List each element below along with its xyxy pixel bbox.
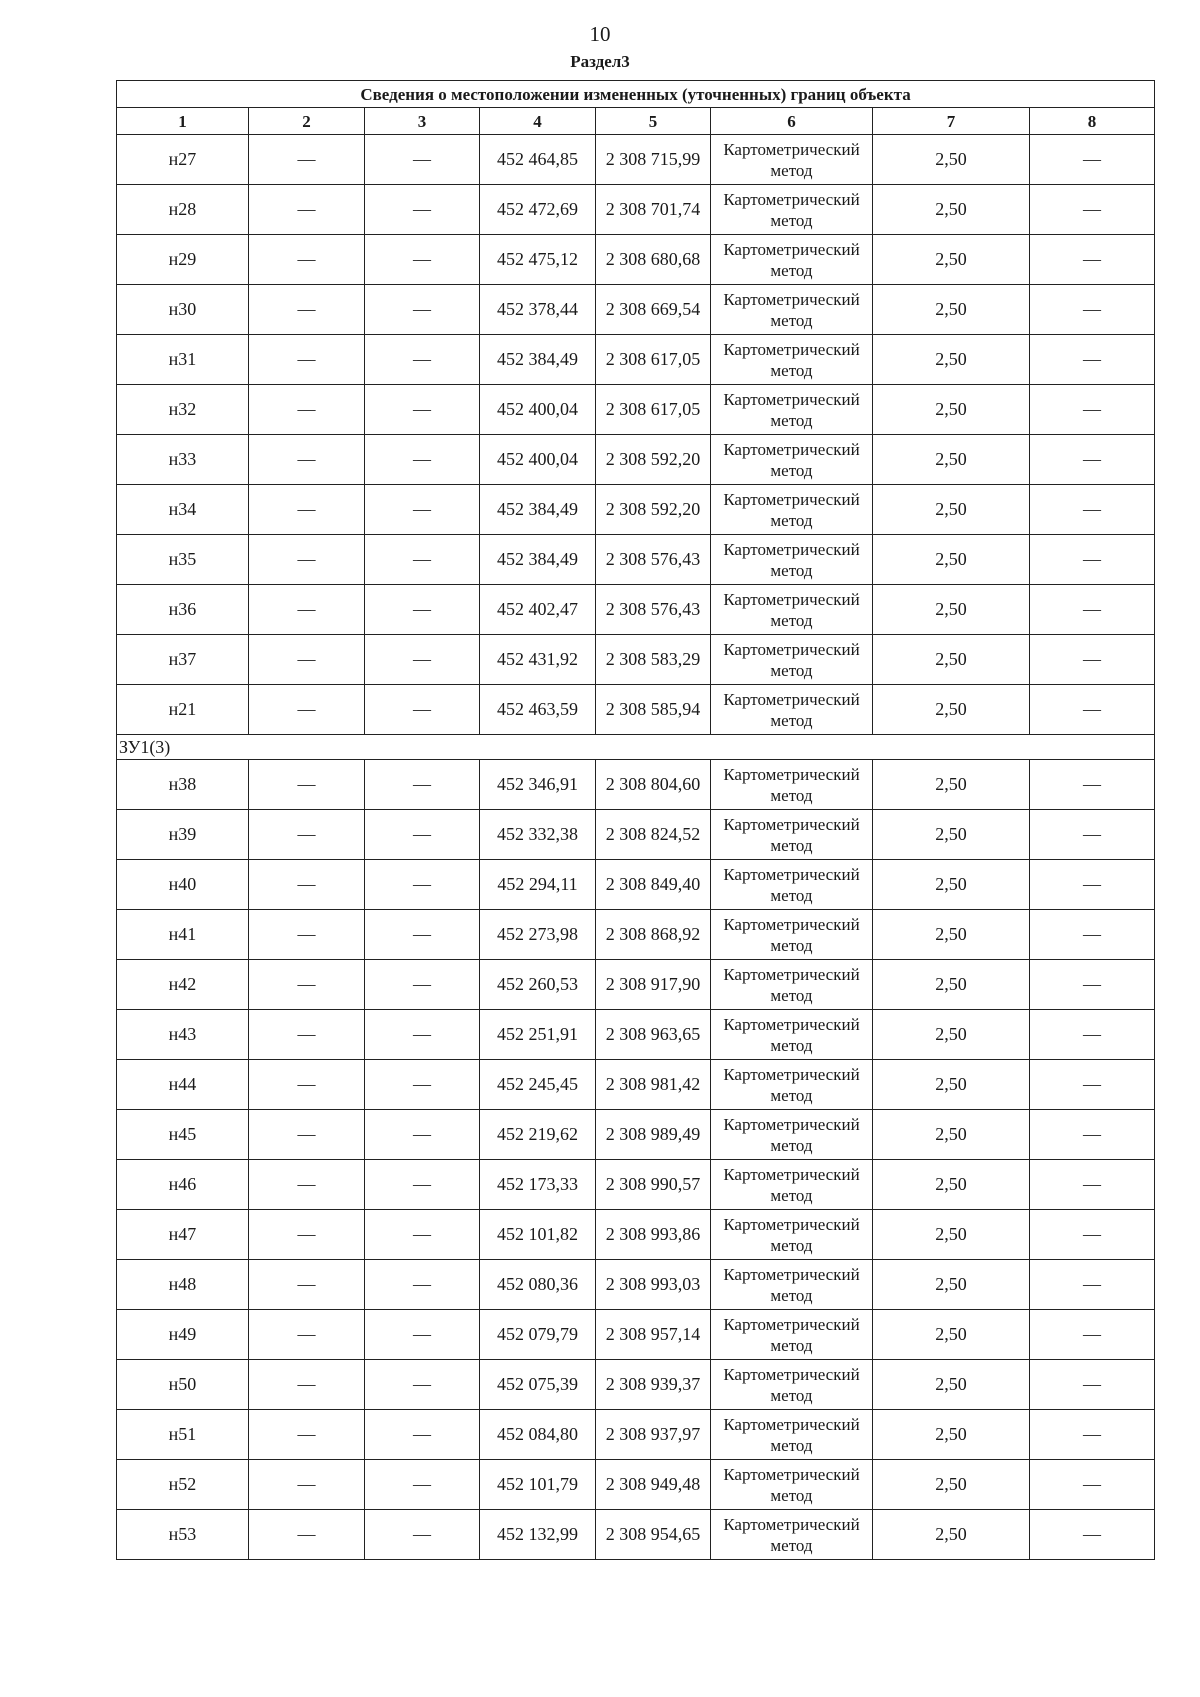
table-cell: Картометрический метод [711, 1160, 873, 1210]
table-row [117, 485, 1155, 535]
table-cell: 2,50 [873, 1310, 1030, 1360]
table-cell: Картометрический метод [711, 385, 873, 435]
table-row [117, 1310, 1155, 1360]
table-cell: — [1030, 1260, 1155, 1310]
table-cell: — [365, 335, 480, 385]
table-cell: — [1030, 1460, 1155, 1510]
table-cell: 2 308 617,05 [596, 385, 711, 435]
table-cell: — [1030, 385, 1155, 435]
table-cell: 2,50 [873, 1160, 1030, 1210]
table-cell: — [1030, 1360, 1155, 1410]
table-cell: 2 308 949,48 [596, 1460, 711, 1510]
table-cell: — [249, 635, 365, 685]
table-cell: 2 308 576,43 [596, 535, 711, 585]
table-cell: Картометрический метод [711, 335, 873, 385]
table-cell: 452 079,79 [480, 1310, 596, 1360]
table-row [117, 910, 1155, 960]
table-cell: — [1030, 235, 1155, 285]
table-cell: н42 [117, 960, 249, 1010]
table-cell: — [249, 1510, 365, 1560]
table-cell: — [249, 860, 365, 910]
table-cell: — [1030, 185, 1155, 235]
table-cell: 2 308 701,74 [596, 185, 711, 235]
table-cell: — [1030, 1310, 1155, 1360]
table-cell: — [249, 1360, 365, 1410]
table-cell: 2 308 617,05 [596, 335, 711, 385]
table-cell: 452 431,92 [480, 635, 596, 685]
table-cell: — [1030, 1410, 1155, 1460]
table-cell: 2,50 [873, 585, 1030, 635]
table-cell: Картометрический метод [711, 960, 873, 1010]
table-row [117, 635, 1155, 685]
table-cell: — [1030, 1160, 1155, 1210]
table-cell: — [365, 1060, 480, 1110]
table-cell: н33 [117, 435, 249, 485]
table-cell: — [365, 485, 480, 535]
table-cell: 2,50 [873, 1510, 1030, 1560]
table-cell: 452 384,49 [480, 485, 596, 535]
table-cell: 2,50 [873, 910, 1030, 960]
column-number: 1 [117, 108, 249, 135]
table-cell: — [249, 760, 365, 810]
table-cell: Картометрический метод [711, 1410, 873, 1460]
table-cell: — [365, 1510, 480, 1560]
table-cell: — [249, 1110, 365, 1160]
table-cell: 452 132,99 [480, 1510, 596, 1560]
column-number: 8 [1030, 108, 1155, 135]
table-cell: — [249, 135, 365, 185]
table-cell: н21 [117, 685, 249, 735]
table-cell: Картометрический метод [711, 435, 873, 485]
table-cell: — [365, 385, 480, 435]
table-cell: Картометрический метод [711, 1210, 873, 1260]
table-cell: — [1030, 285, 1155, 335]
table-cell: 2,50 [873, 335, 1030, 385]
table-row [117, 1110, 1155, 1160]
table-cell: — [365, 1310, 480, 1360]
column-number: 6 [711, 108, 873, 135]
table-cell: н30 [117, 285, 249, 335]
table-cell: Картометрический метод [711, 535, 873, 585]
table-cell: 452 084,80 [480, 1410, 596, 1460]
table-cell: 2,50 [873, 860, 1030, 910]
table-cell: н43 [117, 1010, 249, 1060]
table-cell: — [365, 535, 480, 585]
table-cell: — [365, 860, 480, 910]
table-cell: 452 173,33 [480, 1160, 596, 1210]
table-cell: н36 [117, 585, 249, 635]
table-cell: 2 308 868,92 [596, 910, 711, 960]
column-number: 5 [596, 108, 711, 135]
table-cell: 452 402,47 [480, 585, 596, 635]
table-cell: 452 384,49 [480, 535, 596, 585]
table-cell: 452 294,11 [480, 860, 596, 910]
table-row [117, 685, 1155, 735]
table-cell: н38 [117, 760, 249, 810]
table-cell: — [1030, 1110, 1155, 1160]
table-cell: — [1030, 685, 1155, 735]
table-body [117, 135, 1155, 1560]
table-cell: Картометрический метод [711, 1360, 873, 1410]
table-row [117, 1510, 1155, 1560]
table-cell: 2,50 [873, 485, 1030, 535]
table-cell: — [249, 685, 365, 735]
column-number: 7 [873, 108, 1030, 135]
table-row [117, 435, 1155, 485]
table-cell: Картометрический метод [711, 1110, 873, 1160]
table-cell: Картометрический метод [711, 910, 873, 960]
table-cell: 2 308 585,94 [596, 685, 711, 735]
table-cell: н50 [117, 1360, 249, 1410]
table-row [117, 760, 1155, 810]
table-cell: 2 308 669,54 [596, 285, 711, 335]
table-cell: 2 308 715,99 [596, 135, 711, 185]
table-cell: — [249, 1160, 365, 1210]
table-cell: н51 [117, 1410, 249, 1460]
table-cell: 452 475,12 [480, 235, 596, 285]
table-cell: н48 [117, 1260, 249, 1310]
table-cell: — [1030, 1010, 1155, 1060]
table-row [117, 535, 1155, 585]
table-cell: 452 332,38 [480, 810, 596, 860]
table-cell: 2,50 [873, 635, 1030, 685]
group-label-row [117, 735, 1155, 760]
table-cell: — [249, 1060, 365, 1110]
table-cell: — [365, 760, 480, 810]
table-cell: — [365, 1410, 480, 1460]
table-cell: н34 [117, 485, 249, 535]
table-cell: 2,50 [873, 135, 1030, 185]
table-cell: Картометрический метод [711, 585, 873, 635]
table-cell: 2,50 [873, 385, 1030, 435]
table-cell: 2,50 [873, 760, 1030, 810]
table-row [117, 585, 1155, 635]
table-cell: 2,50 [873, 1260, 1030, 1310]
table-cell: 2 308 592,20 [596, 435, 711, 485]
table-row [117, 1260, 1155, 1310]
table-cell: н35 [117, 535, 249, 585]
table-cell: — [249, 585, 365, 635]
table-cell: Картометрический метод [711, 185, 873, 235]
table-cell: 2 308 993,86 [596, 1210, 711, 1260]
table-cell: н52 [117, 1460, 249, 1510]
table-cell: Картометрический метод [711, 685, 873, 735]
table-cell: н45 [117, 1110, 249, 1160]
section-title: Раздел3 [570, 52, 630, 71]
table-cell: 2,50 [873, 235, 1030, 285]
table-cell: н32 [117, 385, 249, 435]
table-cell: — [365, 1110, 480, 1160]
table-cell: — [249, 485, 365, 535]
table-cell: Картометрический метод [711, 760, 873, 810]
table-caption: Сведения о местоположении измененных (уточненных) границ объекта [117, 81, 1155, 108]
table-cell: — [249, 1460, 365, 1510]
table-cell: 2 308 957,14 [596, 1310, 711, 1360]
table-cell: — [249, 335, 365, 385]
table-cell: 2 308 576,43 [596, 585, 711, 635]
table-cell: 2 308 680,68 [596, 235, 711, 285]
table-cell: Картометрический метод [711, 285, 873, 335]
table-cell: 452 101,79 [480, 1460, 596, 1510]
group-label: ЗУ1(3) [117, 735, 1155, 760]
table-cell: Картометрический метод [711, 1010, 873, 1060]
table-cell: н31 [117, 335, 249, 385]
table-cell: 2 308 954,65 [596, 1510, 711, 1560]
table-cell: н44 [117, 1060, 249, 1110]
table-cell: — [249, 910, 365, 960]
table-row [117, 1410, 1155, 1460]
table-cell: Картометрический метод [711, 1460, 873, 1510]
table-cell: — [1030, 1060, 1155, 1110]
table-cell: Картометрический метод [711, 860, 873, 910]
table-cell: — [249, 810, 365, 860]
table-cell: 2,50 [873, 535, 1030, 585]
table-cell: — [1030, 485, 1155, 535]
table-cell: н29 [117, 235, 249, 285]
table-row [117, 385, 1155, 435]
column-number: 4 [480, 108, 596, 135]
table-cell: — [249, 1210, 365, 1260]
table-cell: 452 260,53 [480, 960, 596, 1010]
table-cell: 452 400,04 [480, 385, 596, 435]
table-cell: — [365, 810, 480, 860]
table-cell: — [249, 435, 365, 485]
table-cell: Картометрический метод [711, 235, 873, 285]
table-cell: 2,50 [873, 960, 1030, 1010]
table-cell: — [1030, 1510, 1155, 1560]
boundary-table [116, 80, 1155, 1560]
page-number: 10 [589, 22, 611, 46]
table-cell: — [249, 1260, 365, 1310]
table-cell: 2 308 937,97 [596, 1410, 711, 1460]
table-row [117, 860, 1155, 910]
table-cell: 452 400,04 [480, 435, 596, 485]
table-cell: — [365, 1260, 480, 1310]
table-cell: 2,50 [873, 1010, 1030, 1060]
table-cell: 2,50 [873, 185, 1030, 235]
table-cell: Картометрический метод [711, 1260, 873, 1310]
table-cell: — [1030, 960, 1155, 1010]
table-cell: 2 308 939,37 [596, 1360, 711, 1410]
table-cell: н46 [117, 1160, 249, 1210]
table-cell: 2 308 989,49 [596, 1110, 711, 1160]
table-cell: — [365, 910, 480, 960]
table-cell: — [1030, 760, 1155, 810]
table-cell: — [249, 1010, 365, 1060]
table-cell: — [365, 135, 480, 185]
table-cell: — [249, 185, 365, 235]
table-cell: 452 378,44 [480, 285, 596, 335]
table-cell: Картометрический метод [711, 485, 873, 535]
table-cell: Картометрический метод [711, 810, 873, 860]
table-cell: 2 308 993,03 [596, 1260, 711, 1310]
table-cell: — [1030, 810, 1155, 860]
table-row [117, 1010, 1155, 1060]
column-number: 2 [249, 108, 365, 135]
table-cell: 2,50 [873, 810, 1030, 860]
table-row [117, 235, 1155, 285]
table-row [117, 1210, 1155, 1260]
table-cell: — [1030, 1210, 1155, 1260]
table-cell: 2 308 917,90 [596, 960, 711, 1010]
table-cell: — [1030, 635, 1155, 685]
table-cell: Картометрический метод [711, 635, 873, 685]
table-cell: 2,50 [873, 1060, 1030, 1110]
table-cell: — [1030, 135, 1155, 185]
table-cell: 2,50 [873, 1410, 1030, 1460]
table-cell: 2,50 [873, 285, 1030, 335]
table-cell: — [249, 285, 365, 335]
table-row [117, 810, 1155, 860]
table-cell: — [365, 235, 480, 285]
table-row [117, 1360, 1155, 1410]
table-cell: 452 273,98 [480, 910, 596, 960]
table-cell: 2 308 583,29 [596, 635, 711, 685]
column-number-row [117, 108, 1155, 135]
table-cell: Картометрический метод [711, 1510, 873, 1560]
table-cell: 2 308 824,52 [596, 810, 711, 860]
table-cell: н39 [117, 810, 249, 860]
table-cell: — [1030, 585, 1155, 635]
table-cell: 452 384,49 [480, 335, 596, 385]
table-cell: Картометрический метод [711, 135, 873, 185]
table-cell: 2 308 981,42 [596, 1060, 711, 1110]
table-row [117, 1460, 1155, 1510]
table-cell: н37 [117, 635, 249, 685]
table-cell: — [249, 235, 365, 285]
table-cell: — [365, 635, 480, 685]
table-cell: 452 251,91 [480, 1010, 596, 1060]
table-cell: 2,50 [873, 1210, 1030, 1260]
table-cell: — [365, 1160, 480, 1210]
table-cell: 2,50 [873, 685, 1030, 735]
table-cell: 452 080,36 [480, 1260, 596, 1310]
table-cell: 2,50 [873, 1360, 1030, 1410]
table-cell: н27 [117, 135, 249, 185]
table-cell: — [365, 435, 480, 485]
table-cell: н49 [117, 1310, 249, 1360]
table-cell: 452 245,45 [480, 1060, 596, 1110]
table-cell: н41 [117, 910, 249, 960]
table-cell: н40 [117, 860, 249, 910]
table-cell: 452 219,62 [480, 1110, 596, 1160]
table-cell: н28 [117, 185, 249, 235]
table-cell: — [365, 960, 480, 1010]
table-cell: — [1030, 535, 1155, 585]
table-cell: — [249, 1310, 365, 1360]
table-cell: — [249, 960, 365, 1010]
table-cell: 452 346,91 [480, 760, 596, 810]
table-row [117, 960, 1155, 1010]
table-cell: Картометрический метод [711, 1310, 873, 1360]
table-row [117, 135, 1155, 185]
table-cell: — [365, 1360, 480, 1410]
table-row [117, 1060, 1155, 1110]
table-cell: 452 101,82 [480, 1210, 596, 1260]
table-row [117, 285, 1155, 335]
table-cell: — [365, 1460, 480, 1510]
table-cell: — [1030, 860, 1155, 910]
table-cell: — [1030, 435, 1155, 485]
table-cell: — [249, 1410, 365, 1460]
column-number: 3 [365, 108, 480, 135]
table-cell: — [365, 1010, 480, 1060]
table-cell: 2 308 990,57 [596, 1160, 711, 1210]
table-cell: н47 [117, 1210, 249, 1260]
table-cell: 2 308 849,40 [596, 860, 711, 910]
table-cell: 2 308 804,60 [596, 760, 711, 810]
table-cell: 2,50 [873, 1110, 1030, 1160]
table-cell: — [249, 385, 365, 435]
table-cell: — [365, 685, 480, 735]
table-row [117, 335, 1155, 385]
table-row [117, 185, 1155, 235]
table-cell: 2 308 963,65 [596, 1010, 711, 1060]
table-cell: — [1030, 335, 1155, 385]
table-cell: 452 472,69 [480, 185, 596, 235]
table-cell: 452 075,39 [480, 1360, 596, 1410]
table-cell: 452 463,59 [480, 685, 596, 735]
table-cell: — [365, 585, 480, 635]
table-cell: Картометрический метод [711, 1060, 873, 1110]
table-cell: 2,50 [873, 435, 1030, 485]
table-cell: 2,50 [873, 1460, 1030, 1510]
table-cell: 452 464,85 [480, 135, 596, 185]
table-cell: н53 [117, 1510, 249, 1560]
table-cell: — [1030, 910, 1155, 960]
table-cell: 2 308 592,20 [596, 485, 711, 535]
table-row [117, 1160, 1155, 1210]
table-cell: — [365, 285, 480, 335]
table-cell: — [365, 185, 480, 235]
table-cell: — [365, 1210, 480, 1260]
table-cell: — [249, 535, 365, 585]
